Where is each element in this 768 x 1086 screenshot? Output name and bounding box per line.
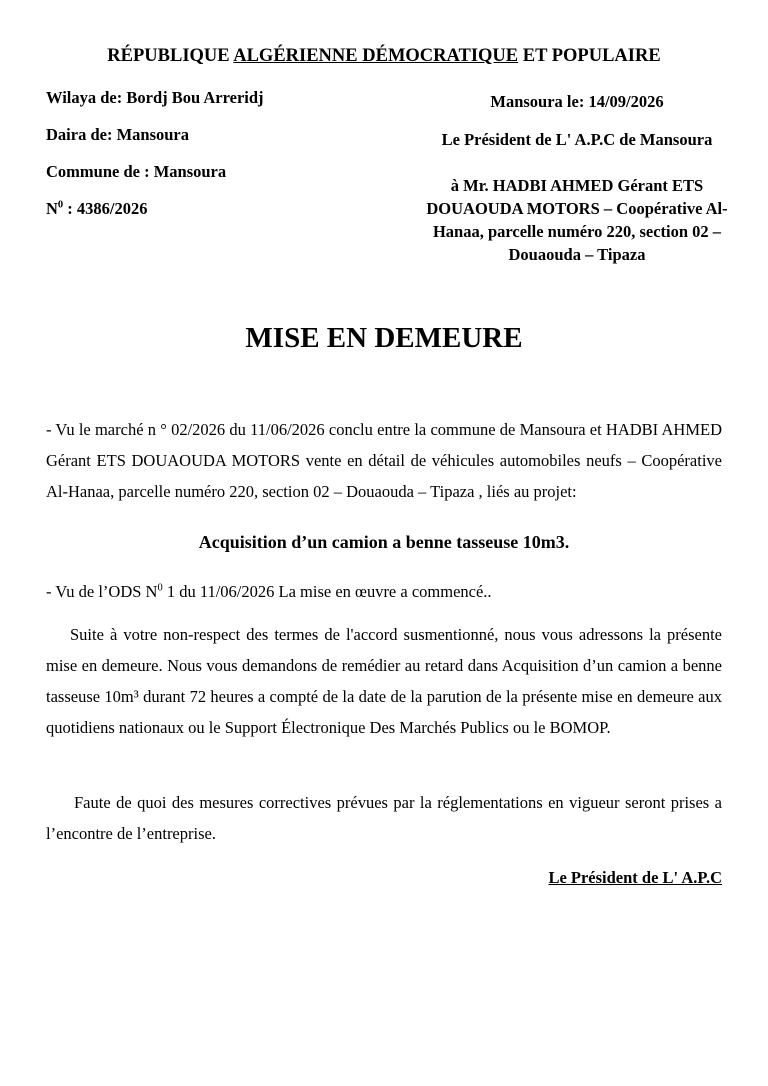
header-part-3: ET POPULAIRE (518, 46, 661, 66)
reference-number (46, 199, 148, 219)
numero-sup: 0 (57, 199, 64, 211)
numero-value: : 4386/2026 (63, 199, 148, 218)
signature-line: Le Président de L' A.P.C (548, 868, 722, 887)
paragraph-ods (46, 576, 722, 607)
header-part-2: ALGÉRIENNE DÉMOCRATIQUE (233, 46, 519, 66)
wilaya-line: Wilaya de: Bordj Bou Arreridj (46, 88, 264, 107)
paragraph-marche: - Vu le marché n ° 02/2026 du 11/06/2026 conclu entre la commune de Mansoura et HADBI AHMED Gérant ETS DOUAOUDA MOTORS vente en détail de véhicules automobiles neufs – Coopérative Al-Hanaa, parcelle numéro 220, section 02 – Douaouda – Tipaza , liés au projet: (46, 420, 722, 501)
republic-header (0, 46, 768, 67)
numero-prefix: N (46, 199, 58, 218)
header-part-1: RÉPUBLIQUE (107, 46, 234, 66)
ods-rest: 1 du 11/06/2026 La mise en œuvre a commencé.. (162, 582, 492, 601)
document-title: MISE EN DEMEURE (245, 322, 523, 354)
date-line: Mansoura le: 14/09/2026 (490, 92, 664, 111)
project-title: Acquisition d’un camion a benne tasseuse 10m3. (198, 532, 570, 552)
addressee-block: à Mr. HADBI AHMED Gérant ETS DOUAOUDA MOTORS – Coopérative Al-Hanaa, parcelle numéro 220, section 02 – Douaouda – Tipaza (426, 176, 728, 264)
ods-sup: 0 (157, 582, 163, 594)
daira-line: Daira de: Mansoura (46, 125, 189, 144)
ods-prefix: - Vu de l’ODS N (46, 582, 158, 601)
commune-line: Commune de : Mansoura (46, 162, 227, 181)
paragraph-mesures: Faute de quoi des mesures correctives prévues par la réglementations en vigueur seront prises a l’encontre de l’entreprise. (46, 793, 722, 843)
paragraph-demande: Suite à votre non-respect des termes de l'accord susmentionné, nous vous adressons la présente mise en demeure. Nous vous demandons de remédier au retard dans Acquisition d’un camion a benne tasseuse 10m³ durant 72 heures a compté de la date de la parution de la présente mise en demeure aux quotidiens nationaux ou le Support Électronique Des Marchés Publics ou le BOMOP. (46, 625, 722, 737)
sender-line: Le Président de L' A.P.C de Mansoura (441, 130, 713, 149)
